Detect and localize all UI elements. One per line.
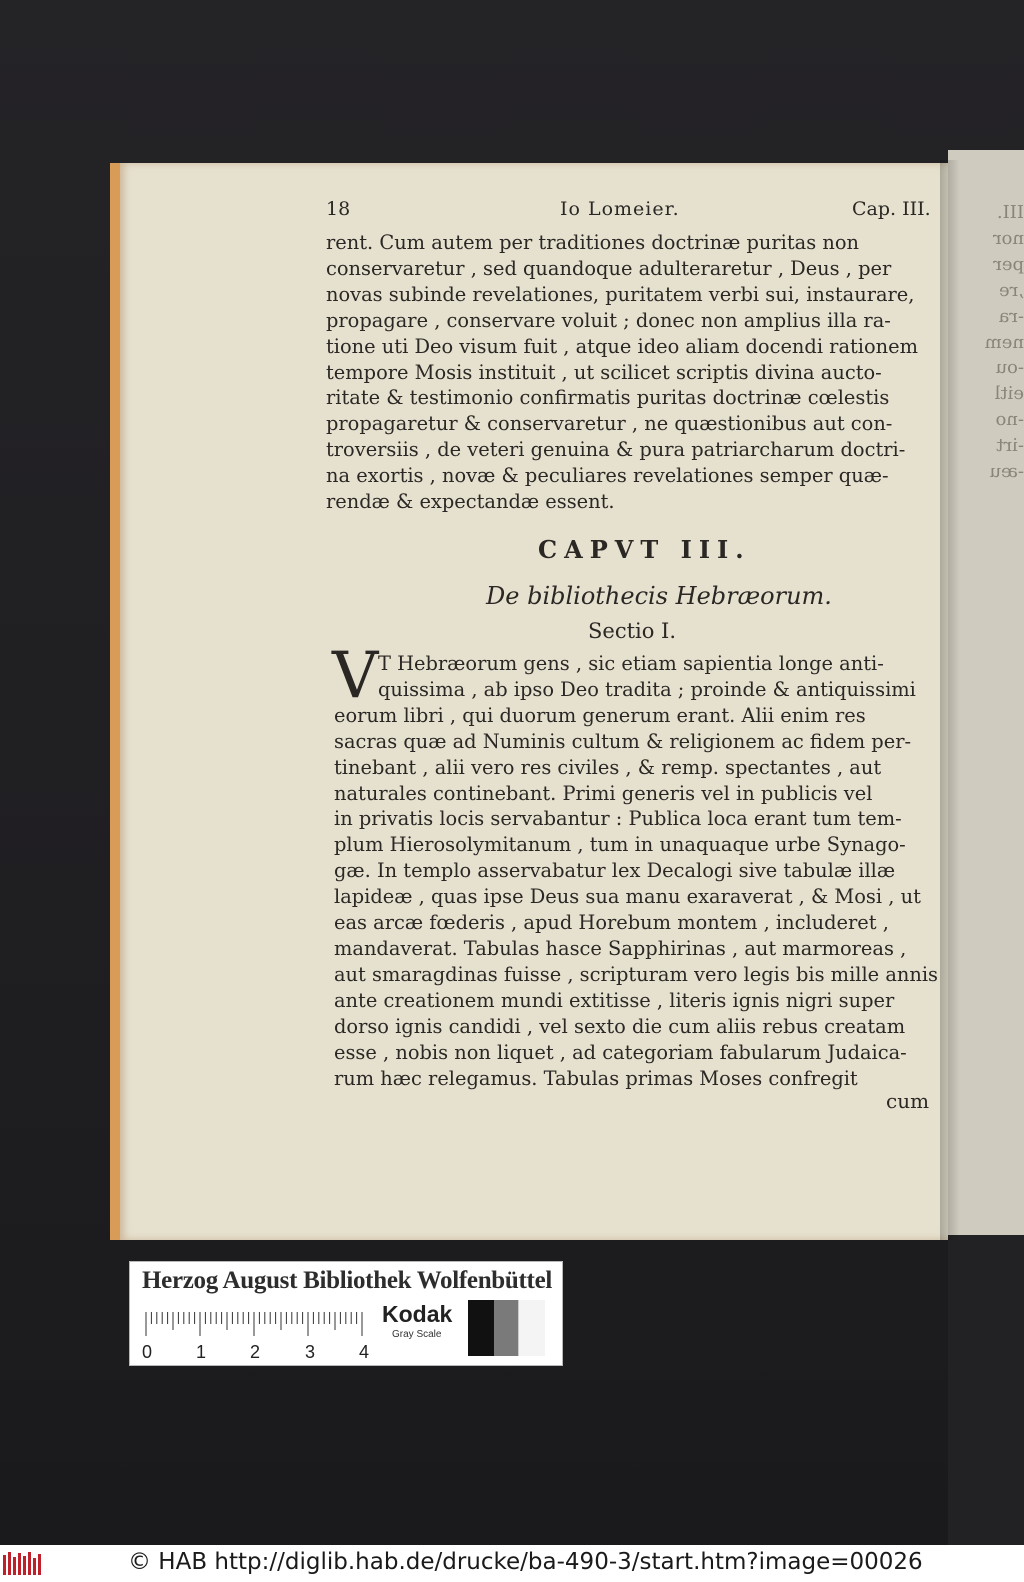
ruler-scale [144,1310,374,1340]
footer-bar [0,1545,1024,1582]
text-line: lapideæ , quas ipse Deus sua manu exaraverat , & Mosi , ut [334,885,921,909]
gray-patch-mid [494,1300,518,1356]
text-line: in privatis locis servabantur : Publica loca erant tum tem- [334,807,902,831]
text-line: rendæ & expectandæ essent. [326,490,615,514]
kodak-label: Kodak [382,1301,453,1327]
body-text-top [326,230,938,515]
text-line: tempore Mosis instituit , ut scilicet scriptis divina aucto- [326,360,882,384]
chapter-subtitle: De bibliothecis Hebræorum. [486,582,832,610]
running-title: Io Lomeier. [560,198,680,220]
text-line: ritate & testimonio confirmatis puritas doctrinæ cœlestis [326,386,890,410]
text-line: conservaretur , sed quandoque adulteraretur , Deus , per [326,256,892,280]
text-line: eas arcæ fœderis , apud Horebum montem , includeret , [334,911,889,935]
text-line: naturales continebant. Primi generis vel in publicis vel [334,781,873,805]
ruler-number: 3 [305,1342,316,1362]
text-line: ante creationem mundi extitisse , literis ignis nigri super [334,988,895,1012]
facing-page-fragment: -ou [995,357,1024,379]
text-line: rent. Cum autem per traditiones doctrinæ puritas non [326,231,859,254]
text-line: dorso ignis candidi , vel sexto die cum aliis rebus creatam [334,1014,906,1038]
section-heading: Sectio I. [588,619,677,643]
facing-page-fragment: ,re [999,279,1024,301]
ruler-number: 0 [142,1342,153,1362]
text-line: aut smaragdinas fuisse , scripturam vero legis bis mille annis [334,962,938,986]
color-calibration-target [129,1261,563,1366]
text-line: propagare , conservare voluit ; donec non amplius illa ra- [326,308,891,332]
institution-name: Herzog August Bibliothek Wolfenbüttel [142,1267,553,1294]
text-line: tinebant , alii vero res civiles , & remp. spectantes , aut [334,755,882,779]
gray-patch-black [468,1300,494,1356]
page-number: 18 [326,198,351,220]
facing-page-fragment: per [993,253,1024,275]
body-text-section [334,651,938,1091]
copyright-url: © HAB http://diglib.hab.de/drucke/ba-490-3/start.htm?image=00026 [128,1549,923,1575]
facing-page-fragment: -ra [998,305,1024,327]
text-line: T Hebræorum gens , sic etiam sapientia longe anti- [378,652,884,675]
gray-scale-label: Gray Scale [392,1329,442,1340]
facing-page-fragment: -irt [996,435,1024,457]
catchword: cum [886,1089,930,1113]
text-line: eorum libri , qui duorum generum erant. Alii enim res [334,703,866,727]
text-line: tione uti Deo visum fuit , atque ideo aliam docendi rationem [326,334,919,358]
text-line: na exortis , novæ & peculiares revelationes semper quæ- [326,464,889,488]
drop-capital: V [332,639,379,713]
facing-page-fragment: nem [984,331,1024,353]
text-line: propagaretur & conservaretur , ne quæstionibus aut con- [326,412,893,436]
ruler-number: 4 [359,1342,370,1362]
ruler-number: 1 [196,1342,207,1362]
chapter-reference: Cap. III. [852,198,931,220]
gutter-shadow [940,160,960,1240]
binding-shadow [948,1235,1024,1545]
text-line: troversiis , de veteri genuina & pura patriarcharum doctri- [326,438,906,462]
chapter-heading: CAPVT III. [538,535,751,564]
facing-page-fragment: eitl [994,383,1024,405]
facing-page-text [962,200,1024,485]
ruler-number: 2 [250,1342,261,1362]
facing-page-fragment: -no [995,409,1024,431]
text-line: novas subinde revelationes, puritatem verbi sui, instaurare, [326,282,915,306]
text-line: gæ. In templo asservabatur lex Decalogi sive tabulæ illæ [334,859,896,883]
text-line: quissima , ab ipso Deo tradita ; proinde & antiquissimi [378,677,916,701]
facing-page-fragment: -æu [989,461,1024,483]
text-line: esse , nobis non liquet , ad categoriam fabularum Judaica- [334,1040,907,1064]
text-line: plum Hierosolymitanum , tum in unaquaque urbe Synago- [334,833,906,857]
gray-patch-white [518,1300,545,1356]
text-line: sacras quæ ad Numinis cultum & religionem ac fidem per- [334,729,912,753]
facing-page-fragment: nor [992,227,1024,249]
facing-page-fragment: III. [996,202,1024,223]
text-line: mandaverat. Tabulas hasce Sapphirinas , aut marmoreas , [334,936,907,960]
hab-logo-icon [2,1551,42,1577]
text-line: rum hæc relegamus. Tabulas primas Moses confregit [334,1066,858,1090]
